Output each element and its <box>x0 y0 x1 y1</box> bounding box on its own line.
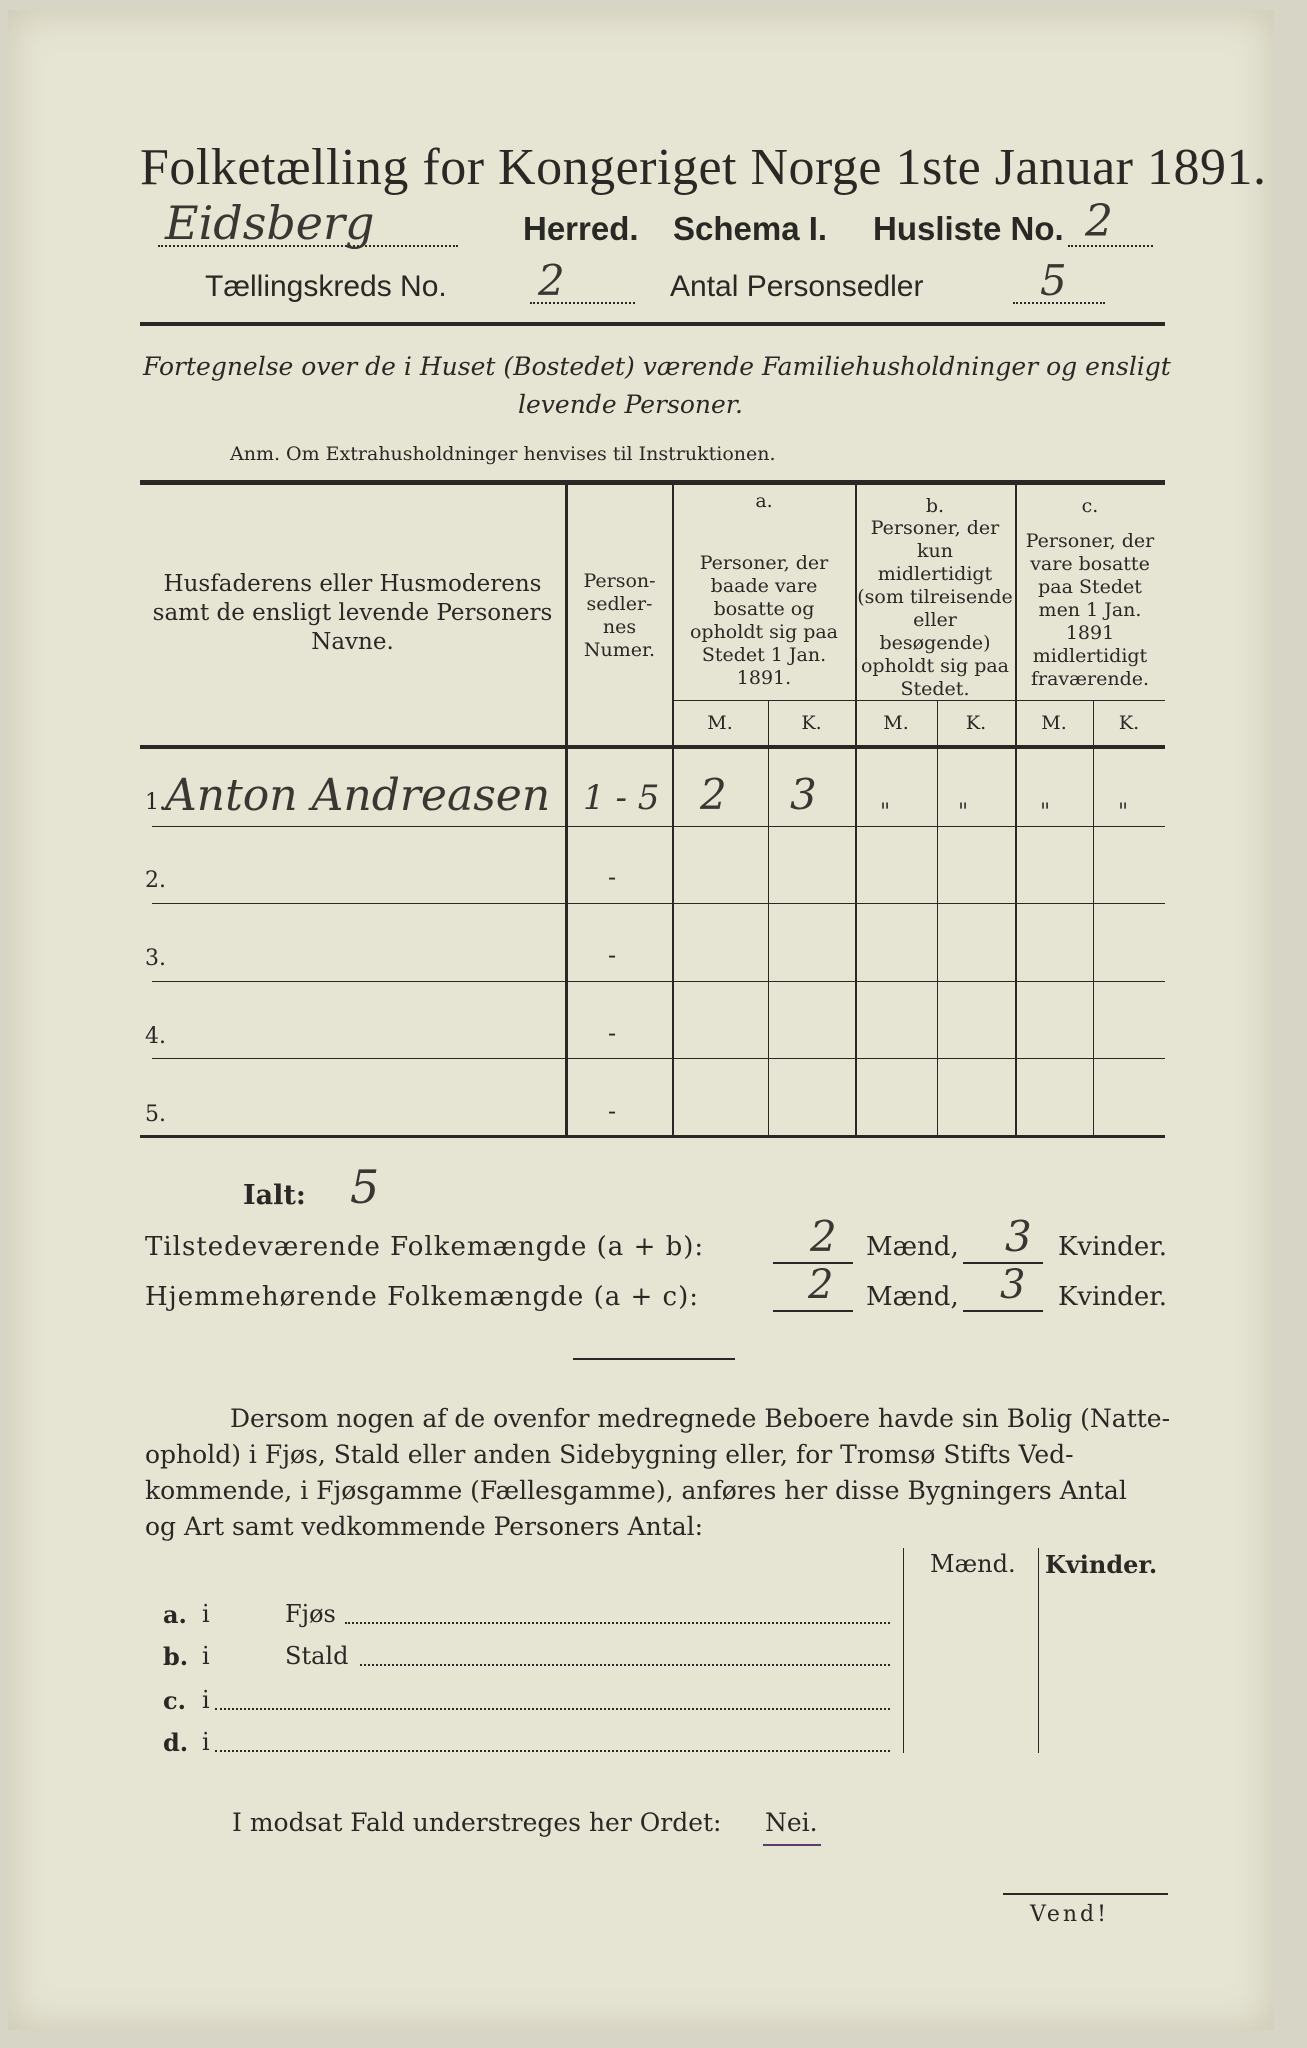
modsat-text: I modsat Fald understreges her Ordet: <box>232 1808 722 1837</box>
row-a-m: 2 <box>700 770 727 819</box>
building-item-prefix: i <box>202 1686 210 1714</box>
table-col-divider <box>937 700 938 1135</box>
col-c-k: K. <box>1118 712 1140 734</box>
table-col-divider <box>1093 700 1094 1135</box>
kvinder-label: Kvinder. <box>1058 1232 1168 1262</box>
row-number: 1. <box>145 790 166 815</box>
col-a-m: M. <box>707 712 733 734</box>
buildings-para-line-1: Dersom nogen af de ovenfor medregnede Beboere havde sin Bolig (Natte- <box>230 1404 1171 1433</box>
tilstede-maend: 2 <box>810 1212 837 1261</box>
col-b-letter: b. <box>925 495 945 517</box>
maend-label: Mænd, <box>866 1282 959 1312</box>
vend-rule <box>1003 1893 1168 1895</box>
intro-line-1: Fortegnelse over de i Huset (Bostedet) værende Familiehusholdninger og ensligt <box>143 352 1171 381</box>
buildings-maend-header: Mænd. <box>930 1550 1016 1578</box>
table-header-rule <box>140 745 1165 749</box>
buildings-col-divider <box>903 1548 904 1753</box>
herred-value: Eidsberg <box>165 196 375 250</box>
form-title: Folketælling for Kongeriget Norge 1ste Januar 1891. <box>140 139 1267 196</box>
kreds-value: 2 <box>538 256 565 305</box>
tilstede-kvinder: 3 <box>1005 1212 1032 1261</box>
building-item-label: Stald <box>285 1642 349 1670</box>
kreds-label: Tællingskreds No. <box>205 270 447 303</box>
husliste-label: Husliste No. <box>873 210 1064 247</box>
row-b-k: " <box>958 800 969 825</box>
col-b-k: K. <box>965 712 987 734</box>
row-numer: - <box>608 1019 617 1047</box>
buildings-para-line-4: og Art samt vedkommende Personers Antal: <box>145 1512 704 1541</box>
table-bottom-rule <box>140 1135 1165 1138</box>
hjemme-kvinder: 3 <box>1000 1262 1026 1308</box>
col-a-k: K. <box>801 712 822 734</box>
anm-note: Anm. Om Extrahusholdninger henvises til Instruktionen. <box>230 443 776 465</box>
col-names-header: Husfaderens eller Husmoderens samt de ensligt levende Personers Navne. <box>152 571 553 655</box>
building-item-prefix: i <box>202 1600 210 1628</box>
col-a-letter: a. <box>755 490 773 512</box>
col-a-header: Personer, der baade vare bosatte og opholdt sig paa Stedet 1 Jan. 1891. <box>689 552 839 689</box>
buildings-kvinder-header: Kvinder. <box>1045 1550 1158 1579</box>
building-item-letter: a. <box>163 1600 187 1629</box>
table-top-rule <box>140 480 1165 485</box>
nei-underline <box>763 1844 821 1846</box>
schema-label: Schema I. <box>673 210 828 247</box>
intro-line-2: levende Personer. <box>518 390 743 419</box>
building-item-dots <box>215 1750 890 1752</box>
building-item-label: Fjøs <box>285 1600 336 1628</box>
row-a-k: 3 <box>790 770 817 819</box>
kvinder-label: Kvinder. <box>1058 1282 1168 1312</box>
buildings-para-line-2: ophold) i Fjøs, Stald eller anden Sidebygning eller, for Tromsø Stifts Ved- <box>145 1440 1074 1469</box>
building-item-dots <box>345 1622 890 1624</box>
row-number: 5. <box>145 1102 166 1127</box>
row-numer: - <box>608 863 617 891</box>
table-col-divider <box>565 484 568 1135</box>
buildings-para-line-3: kommende, i Fjøsgamme (Fællesgamme), anføres her disse Bygningers Antal <box>145 1476 1127 1505</box>
ialt-value: 5 <box>350 1160 380 1214</box>
tilstede-label: Tilstedeværende Folkemængde (a + b): <box>145 1232 705 1262</box>
col-b-header: Personer, der kun midlertidigt (som tilreisende eller besøgende) opholdt sig paa Stedet. <box>857 517 1013 700</box>
section-divider <box>573 1358 735 1360</box>
building-item-letter: d. <box>163 1728 189 1757</box>
row-numer: - <box>608 1097 617 1125</box>
row-b-m: " <box>880 800 891 825</box>
row-rule <box>152 1058 1165 1059</box>
building-item-prefix: i <box>202 1728 210 1756</box>
col-c-letter: c. <box>1081 495 1099 517</box>
row-number: 2. <box>145 868 166 893</box>
building-item-letter: c. <box>163 1686 186 1715</box>
row-name: Anton Andreasen <box>165 770 551 821</box>
building-item-letter: b. <box>163 1642 189 1671</box>
row-number: 3. <box>145 946 166 971</box>
table-col-divider <box>768 700 769 1135</box>
buildings-col-divider <box>1038 1548 1039 1753</box>
hjemme-kvinder-line <box>963 1310 1043 1312</box>
vend-text: Vend! <box>1030 1902 1109 1927</box>
census-form-sheet <box>8 10 1274 2030</box>
row-rule <box>152 826 1165 827</box>
herred-label: Herred. <box>523 210 639 247</box>
row-numer: 1 - 5 <box>583 778 660 818</box>
building-item-prefix: i <box>202 1642 210 1670</box>
personsedler-label: Antal Personsedler <box>670 270 924 303</box>
nei-word: Nei. <box>765 1808 818 1837</box>
table-col-divider <box>672 484 674 1135</box>
row-number: 4. <box>145 1024 166 1049</box>
row-numer: - <box>608 941 617 969</box>
col-b-m: M. <box>883 712 909 734</box>
header-rule <box>140 322 1165 326</box>
personsedler-value: 5 <box>1040 256 1067 305</box>
row-c-k: " <box>1118 800 1129 825</box>
ialt-label: Ialt: <box>243 1180 306 1211</box>
building-item-dots <box>360 1664 890 1666</box>
husliste-value: 2 <box>1085 196 1113 247</box>
hjemme-label: Hjemmehørende Folkemængde (a + c): <box>145 1282 699 1312</box>
row-rule <box>152 981 1165 982</box>
hjemme-maend: 2 <box>808 1262 834 1308</box>
row-c-m: " <box>1040 800 1051 825</box>
building-item-dots <box>215 1708 890 1710</box>
row-rule <box>152 903 1165 904</box>
col-c-m: M. <box>1041 712 1067 734</box>
hjemme-maend-line <box>773 1310 853 1312</box>
col-c-header: Personer, der vare bosatte paa Stedet men 1 Jan. 1891 midlertidigt fraværende. <box>1025 530 1155 690</box>
col-numer-header: Person-sedler-nes Numer. <box>583 570 656 661</box>
maend-label: Mænd, <box>866 1232 959 1262</box>
